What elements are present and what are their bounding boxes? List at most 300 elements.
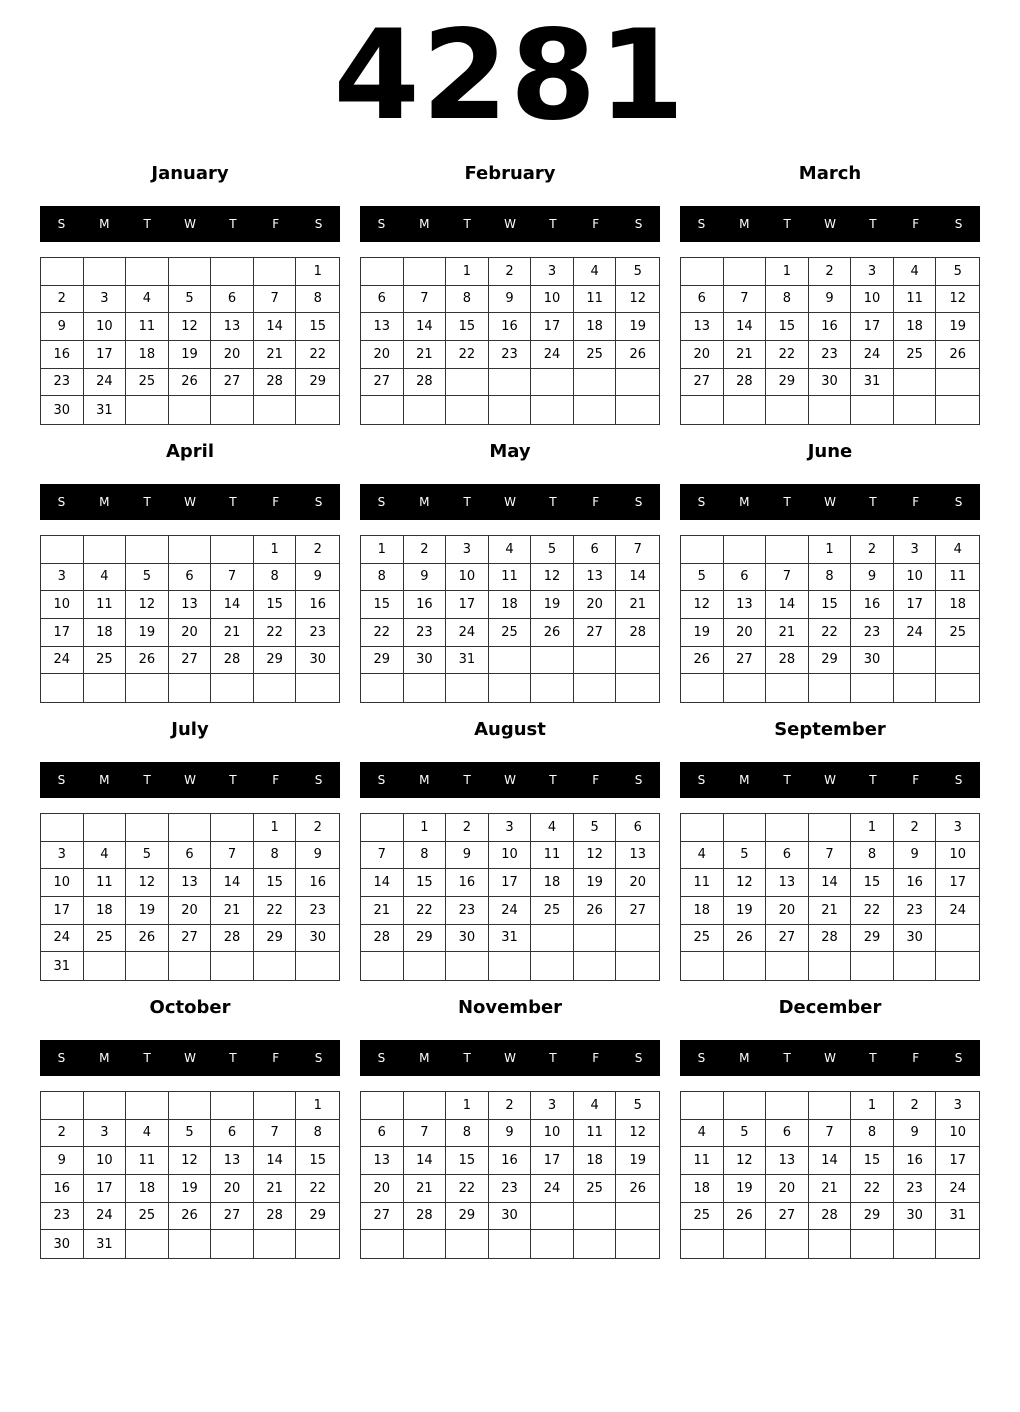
day-cell: 27	[169, 647, 212, 675]
weekday-header	[360, 206, 660, 242]
day-cell	[126, 1230, 169, 1258]
weekday-label: S	[954, 1051, 963, 1065]
day-cell: 26	[681, 647, 724, 675]
day-cell: 19	[169, 1175, 212, 1203]
day-cell	[531, 674, 574, 702]
day-cell: 7	[254, 286, 297, 314]
day-cell	[84, 814, 127, 842]
day-cell: 7	[404, 1120, 447, 1148]
day-cell: 12	[126, 869, 169, 897]
day-cell	[211, 674, 254, 702]
day-cell: 28	[404, 369, 447, 397]
day-grid	[360, 813, 660, 981]
day-cell: 18	[84, 619, 127, 647]
day-cell: 20	[766, 897, 809, 925]
weekday-label: W	[824, 1051, 836, 1065]
day-cell: 27	[766, 1203, 809, 1231]
day-cell: 8	[851, 842, 894, 870]
day-cell: 4	[681, 1120, 724, 1148]
weekday-label: T	[783, 1051, 791, 1065]
day-cell: 8	[446, 1120, 489, 1148]
day-cell: 20	[681, 341, 724, 369]
day-cell: 17	[851, 313, 894, 341]
day-cell: 30	[404, 647, 447, 675]
day-cell: 23	[404, 619, 447, 647]
day-cell: 21	[211, 897, 254, 925]
day-cell: 18	[84, 897, 127, 925]
day-cell: 17	[41, 897, 84, 925]
day-cell	[531, 369, 574, 397]
day-cell	[489, 369, 532, 397]
weekday-label: T	[229, 1051, 237, 1065]
day-cell: 8	[446, 286, 489, 314]
day-cell: 7	[404, 286, 447, 314]
day-cell	[809, 1230, 852, 1258]
day-cell	[84, 952, 127, 980]
day-cell: 29	[254, 925, 297, 953]
day-cell: 25	[574, 1175, 617, 1203]
day-cell	[724, 814, 767, 842]
day-cell: 30	[296, 647, 339, 675]
weekday-label: M	[739, 773, 750, 787]
day-cell	[851, 396, 894, 424]
day-cell	[361, 1092, 404, 1120]
day-cell: 3	[84, 1120, 127, 1148]
day-cell: 20	[211, 1175, 254, 1203]
day-cell	[531, 396, 574, 424]
weekday-label: T	[783, 773, 791, 787]
day-cell	[936, 674, 979, 702]
day-cell: 4	[489, 536, 532, 564]
day-cell: 17	[84, 1175, 127, 1203]
day-cell: 26	[126, 647, 169, 675]
day-cell: 20	[616, 869, 659, 897]
day-cell: 22	[851, 897, 894, 925]
day-cell: 24	[41, 647, 84, 675]
day-cell	[489, 952, 532, 980]
day-cell: 30	[296, 925, 339, 953]
day-cell	[531, 925, 574, 953]
day-cell	[254, 952, 297, 980]
day-cell: 12	[574, 842, 617, 870]
day-cell	[809, 814, 852, 842]
weekday-label: S	[697, 495, 706, 509]
day-cell: 17	[489, 869, 532, 897]
day-cell	[681, 674, 724, 702]
day-cell: 24	[531, 1175, 574, 1203]
day-cell: 20	[361, 341, 404, 369]
day-cell: 27	[211, 1203, 254, 1231]
day-cell: 29	[446, 1203, 489, 1231]
day-cell	[361, 258, 404, 286]
day-cell: 6	[616, 814, 659, 842]
day-cell	[446, 369, 489, 397]
day-cell: 1	[404, 814, 447, 842]
day-cell	[489, 396, 532, 424]
day-cell	[489, 674, 532, 702]
day-cell	[936, 396, 979, 424]
day-cell: 25	[574, 341, 617, 369]
weekday-label: S	[57, 495, 66, 509]
day-cell: 30	[41, 396, 84, 424]
weekday-header	[40, 762, 340, 798]
month-name: June	[807, 441, 853, 462]
day-cell: 7	[254, 1120, 297, 1148]
day-cell: 23	[296, 619, 339, 647]
day-cell	[489, 647, 532, 675]
day-cell: 1	[296, 1092, 339, 1120]
day-cell	[126, 952, 169, 980]
weekday-label: M	[99, 495, 110, 509]
weekday-label: M	[419, 495, 430, 509]
day-cell: 3	[851, 258, 894, 286]
weekday-label: S	[377, 495, 386, 509]
day-cell: 5	[531, 536, 574, 564]
day-cell: 6	[766, 842, 809, 870]
weekday-label: M	[739, 495, 750, 509]
weekday-label: F	[592, 1051, 600, 1065]
day-cell: 2	[41, 286, 84, 314]
day-cell	[169, 1092, 212, 1120]
weekday-label: T	[783, 495, 791, 509]
day-cell: 12	[169, 313, 212, 341]
day-cell: 21	[211, 619, 254, 647]
day-cell: 23	[41, 369, 84, 397]
day-cell	[84, 258, 127, 286]
day-cell: 6	[211, 1120, 254, 1148]
day-cell	[211, 396, 254, 424]
weekday-label: M	[99, 773, 110, 787]
day-cell: 23	[894, 897, 937, 925]
day-cell: 10	[531, 1120, 574, 1148]
day-cell: 2	[446, 814, 489, 842]
weekday-label: F	[912, 217, 920, 231]
weekday-label: W	[184, 495, 196, 509]
day-cell	[169, 674, 212, 702]
day-cell: 10	[41, 869, 84, 897]
weekday-label: F	[272, 217, 280, 231]
day-cell: 9	[41, 313, 84, 341]
day-cell: 17	[84, 341, 127, 369]
weekday-label: M	[99, 217, 110, 231]
day-cell: 17	[41, 619, 84, 647]
day-cell: 13	[169, 869, 212, 897]
day-cell: 25	[681, 925, 724, 953]
day-cell	[616, 674, 659, 702]
weekday-label: T	[549, 495, 557, 509]
day-cell: 5	[126, 564, 169, 592]
weekday-label: T	[869, 773, 877, 787]
day-cell: 11	[84, 591, 127, 619]
day-cell	[211, 952, 254, 980]
day-cell: 8	[254, 564, 297, 592]
day-cell: 18	[126, 341, 169, 369]
weekday-label: F	[912, 1051, 920, 1065]
day-cell: 21	[724, 341, 767, 369]
weekday-label: M	[419, 217, 430, 231]
day-cell	[766, 674, 809, 702]
day-cell: 2	[894, 1092, 937, 1120]
weekday-label: M	[99, 1051, 110, 1065]
day-cell	[681, 1092, 724, 1120]
day-cell	[936, 369, 979, 397]
day-cell: 14	[809, 1147, 852, 1175]
day-cell: 8	[254, 842, 297, 870]
day-cell: 10	[84, 313, 127, 341]
day-cell: 14	[254, 313, 297, 341]
weekday-label: T	[229, 773, 237, 787]
day-cell	[489, 1230, 532, 1258]
day-cell	[126, 674, 169, 702]
day-cell	[296, 396, 339, 424]
day-cell: 8	[851, 1120, 894, 1148]
day-cell: 16	[894, 1147, 937, 1175]
day-cell: 24	[446, 619, 489, 647]
weekday-label: T	[463, 1051, 471, 1065]
weekday-label: S	[697, 217, 706, 231]
month-name: April	[165, 441, 215, 462]
day-cell: 18	[936, 591, 979, 619]
day-cell	[851, 952, 894, 980]
day-cell: 18	[574, 1147, 617, 1175]
day-cell	[296, 1230, 339, 1258]
day-cell: 5	[574, 814, 617, 842]
weekday-label: S	[57, 773, 66, 787]
day-cell: 6	[169, 564, 212, 592]
day-cell: 29	[361, 647, 404, 675]
day-cell: 29	[296, 369, 339, 397]
weekday-label: W	[184, 773, 196, 787]
day-cell	[766, 814, 809, 842]
weekday-label: T	[463, 217, 471, 231]
day-cell: 29	[851, 925, 894, 953]
day-cell: 11	[681, 869, 724, 897]
day-cell	[809, 674, 852, 702]
day-cell	[361, 952, 404, 980]
day-cell: 7	[766, 564, 809, 592]
day-cell	[766, 952, 809, 980]
day-cell	[894, 369, 937, 397]
day-cell: 17	[936, 1147, 979, 1175]
weekday-label: W	[184, 217, 196, 231]
day-cell: 13	[211, 1147, 254, 1175]
day-cell	[616, 369, 659, 397]
day-cell: 6	[681, 286, 724, 314]
day-cell: 14	[254, 1147, 297, 1175]
day-cell: 16	[489, 1147, 532, 1175]
day-cell: 5	[126, 842, 169, 870]
day-cell: 9	[489, 286, 532, 314]
day-cell: 26	[724, 1203, 767, 1231]
weekday-label: S	[314, 1051, 323, 1065]
weekday-label: T	[549, 217, 557, 231]
day-cell: 22	[809, 619, 852, 647]
weekday-label: S	[57, 1051, 66, 1065]
day-cell: 16	[41, 341, 84, 369]
day-cell: 28	[254, 369, 297, 397]
day-cell: 8	[361, 564, 404, 592]
day-cell	[404, 952, 447, 980]
day-cell: 1	[851, 814, 894, 842]
day-cell: 10	[41, 591, 84, 619]
day-cell: 12	[169, 1147, 212, 1175]
day-cell: 23	[41, 1203, 84, 1231]
day-cell: 29	[254, 647, 297, 675]
day-cell	[211, 258, 254, 286]
day-cell	[936, 647, 979, 675]
weekday-header	[680, 206, 980, 242]
weekday-label: W	[824, 773, 836, 787]
day-cell: 1	[766, 258, 809, 286]
day-cell	[724, 1092, 767, 1120]
day-cell: 19	[169, 341, 212, 369]
weekday-header	[40, 1040, 340, 1076]
weekday-header	[360, 484, 660, 520]
day-cell: 1	[446, 1092, 489, 1120]
weekday-label: S	[377, 1051, 386, 1065]
day-cell: 12	[681, 591, 724, 619]
day-cell: 4	[126, 286, 169, 314]
weekday-label: S	[314, 495, 323, 509]
day-cell	[41, 814, 84, 842]
day-cell	[894, 396, 937, 424]
day-cell: 21	[404, 1175, 447, 1203]
day-cell: 3	[531, 258, 574, 286]
day-cell: 1	[809, 536, 852, 564]
day-cell: 19	[574, 869, 617, 897]
day-cell: 9	[894, 1120, 937, 1148]
weekday-label: F	[592, 217, 600, 231]
weekday-label: F	[592, 495, 600, 509]
day-cell	[211, 536, 254, 564]
weekday-label: F	[272, 495, 280, 509]
day-cell: 31	[851, 369, 894, 397]
day-cell: 13	[169, 591, 212, 619]
day-cell: 21	[254, 341, 297, 369]
day-cell: 10	[531, 286, 574, 314]
weekday-label: S	[634, 773, 643, 787]
day-cell: 6	[766, 1120, 809, 1148]
day-cell: 28	[254, 1203, 297, 1231]
day-cell: 20	[361, 1175, 404, 1203]
day-cell	[616, 647, 659, 675]
day-cell	[361, 1230, 404, 1258]
day-grid	[40, 1091, 340, 1259]
day-cell: 28	[766, 647, 809, 675]
day-cell: 16	[296, 591, 339, 619]
day-cell	[211, 1092, 254, 1120]
day-cell: 4	[894, 258, 937, 286]
day-cell: 18	[574, 313, 617, 341]
day-cell	[211, 1230, 254, 1258]
day-cell	[894, 952, 937, 980]
day-cell: 21	[361, 897, 404, 925]
day-cell: 9	[489, 1120, 532, 1148]
day-cell: 26	[531, 619, 574, 647]
day-cell: 30	[894, 1203, 937, 1231]
day-cell: 1	[851, 1092, 894, 1120]
day-cell: 20	[574, 591, 617, 619]
day-cell: 14	[724, 313, 767, 341]
day-cell: 27	[724, 647, 767, 675]
weekday-header	[680, 484, 980, 520]
day-cell	[724, 674, 767, 702]
day-cell: 8	[296, 1120, 339, 1148]
weekday-header	[360, 762, 660, 798]
day-grid	[40, 535, 340, 703]
weekday-label: F	[272, 1051, 280, 1065]
day-cell: 15	[809, 591, 852, 619]
day-cell: 6	[169, 842, 212, 870]
year-title: 4281	[333, 4, 687, 148]
day-cell: 25	[126, 369, 169, 397]
day-cell	[404, 1230, 447, 1258]
day-cell: 9	[894, 842, 937, 870]
weekday-label: T	[549, 1051, 557, 1065]
day-cell: 16	[446, 869, 489, 897]
day-cell: 3	[936, 814, 979, 842]
weekday-label: T	[869, 495, 877, 509]
day-cell: 22	[446, 1175, 489, 1203]
day-cell: 3	[41, 564, 84, 592]
day-cell: 5	[724, 1120, 767, 1148]
day-cell	[126, 814, 169, 842]
day-cell: 23	[894, 1175, 937, 1203]
day-cell	[574, 369, 617, 397]
day-cell: 6	[361, 1120, 404, 1148]
day-cell	[809, 1092, 852, 1120]
day-cell: 18	[681, 897, 724, 925]
day-cell	[126, 536, 169, 564]
day-cell: 14	[211, 869, 254, 897]
weekday-label: W	[504, 773, 516, 787]
day-cell: 24	[84, 369, 127, 397]
day-cell: 27	[616, 897, 659, 925]
day-cell: 10	[84, 1147, 127, 1175]
day-cell: 4	[936, 536, 979, 564]
day-cell: 1	[296, 258, 339, 286]
month-name: December	[778, 997, 882, 1018]
day-cell	[254, 1230, 297, 1258]
day-cell: 15	[851, 869, 894, 897]
weekday-label: M	[739, 217, 750, 231]
day-cell: 16	[404, 591, 447, 619]
day-cell: 30	[41, 1230, 84, 1258]
day-cell: 26	[936, 341, 979, 369]
day-cell: 11	[126, 1147, 169, 1175]
day-cell: 22	[254, 897, 297, 925]
day-cell: 4	[84, 564, 127, 592]
day-cell: 17	[446, 591, 489, 619]
day-cell: 18	[489, 591, 532, 619]
day-cell	[41, 1092, 84, 1120]
day-cell: 9	[296, 564, 339, 592]
day-cell: 24	[84, 1203, 127, 1231]
day-cell: 2	[404, 536, 447, 564]
day-cell: 24	[936, 897, 979, 925]
day-cell: 5	[169, 1120, 212, 1148]
day-cell: 5	[169, 286, 212, 314]
month-name: July	[171, 719, 209, 740]
day-cell: 31	[936, 1203, 979, 1231]
day-cell: 27	[361, 369, 404, 397]
day-cell: 28	[211, 925, 254, 953]
day-cell: 15	[446, 1147, 489, 1175]
day-cell: 25	[84, 925, 127, 953]
day-cell: 5	[616, 1092, 659, 1120]
day-cell	[809, 396, 852, 424]
weekday-label: T	[229, 495, 237, 509]
